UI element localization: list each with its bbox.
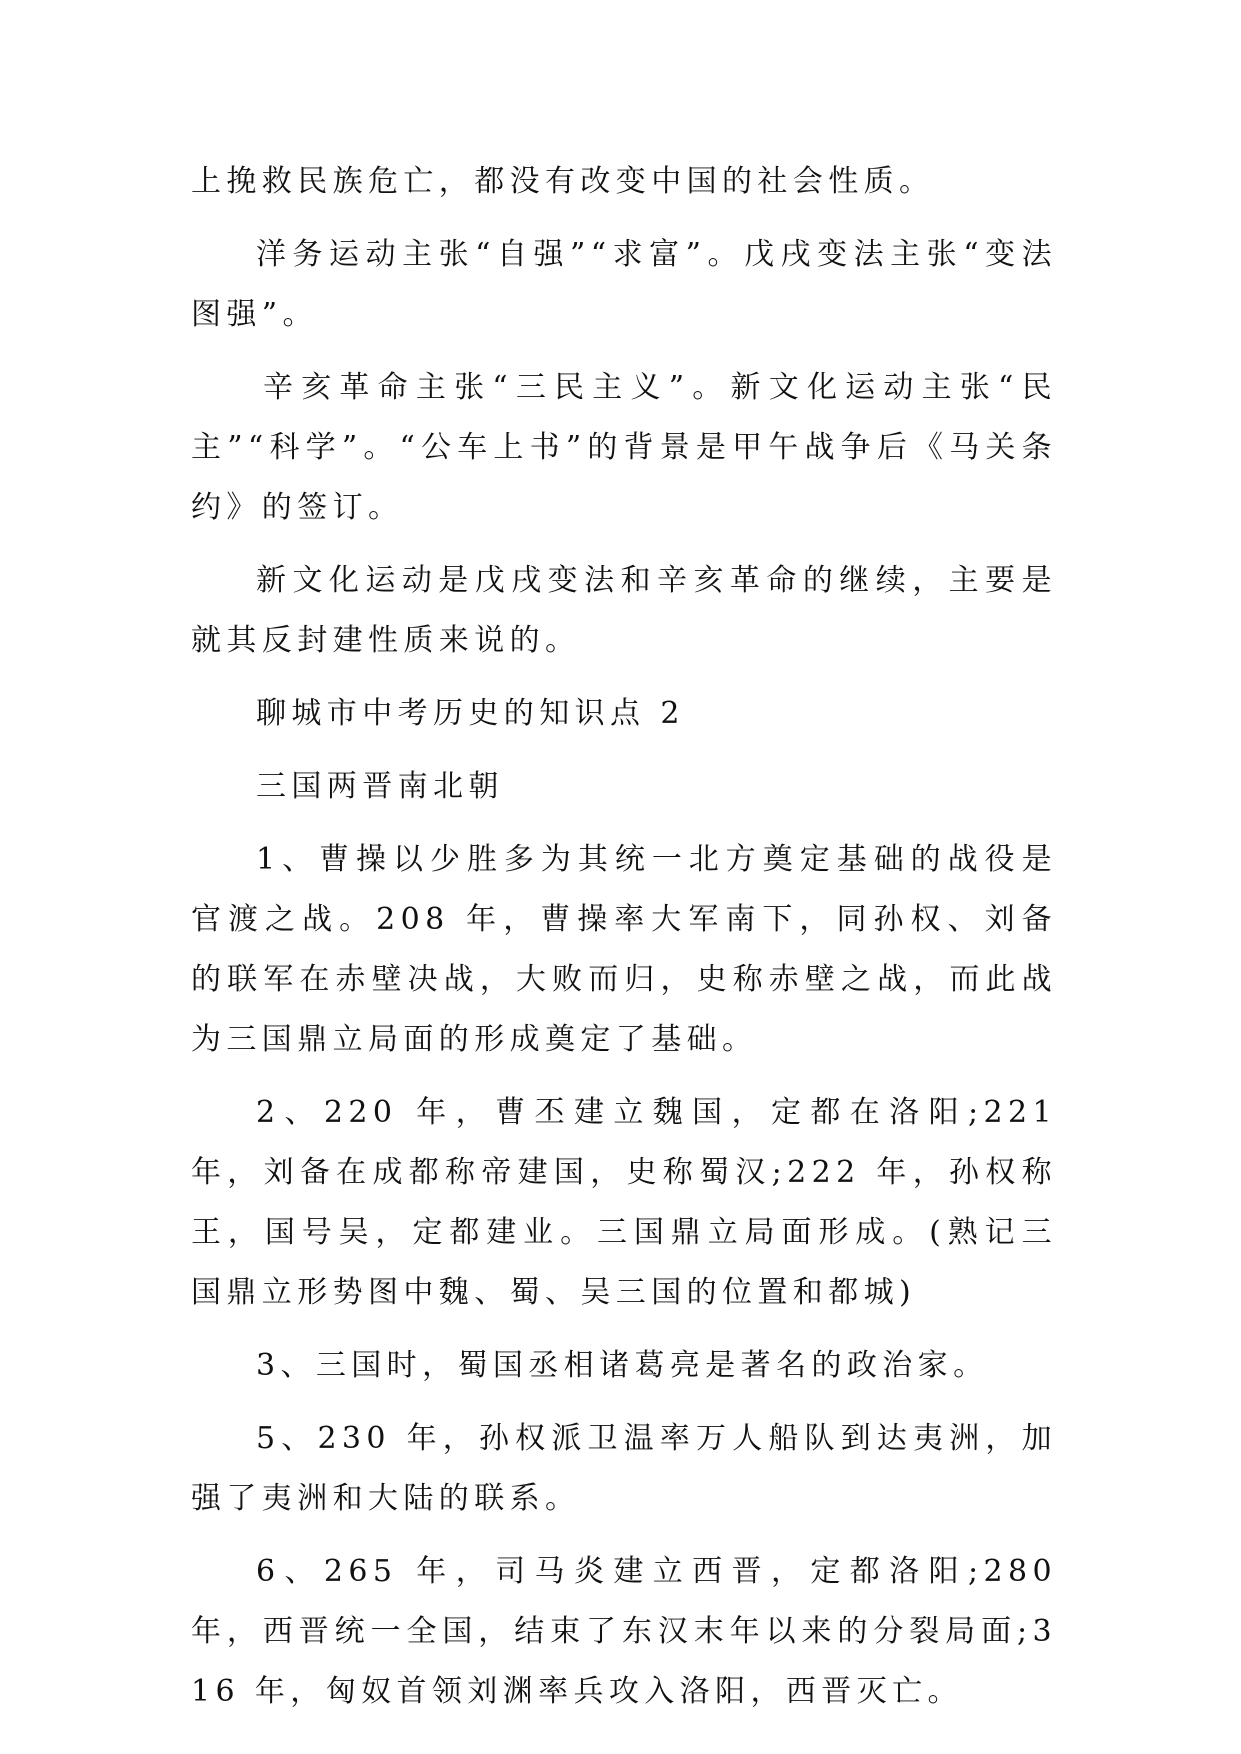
document-page [191,152,1057,1735]
paragraph-self-strengthening: 洋务运动主张“自强”“求富”。戊戌变法主张“变法图强”。 [191,237,1057,332]
paragraph-continuation: 上挽救民族危亡，都没有改变中国的社会性质。 [191,164,935,199]
paragraph-new-culture: 新文化运动是戊戌变法和辛亥革命的继续，主要是就其反封建性质来说的。 [191,563,1057,658]
section-heading: 聊城市中考历史的知识点 2 [256,696,685,731]
list-item: 6、265 年，司马炎建立西晋，定都洛阳;280 年，西晋统一全国，结束了东汉末年以来的分裂局面;316 年，匈奴首领刘渊率兵攻入洛阳，西晋灭亡。 [191,1554,1057,1709]
paragraph-xinhai-revolution: 辛亥革命主张“三民主义”。新文化运动主张“民主”“科学”。“公车上书”的背景是甲午战争后《马关条约》的签订。 [191,370,1057,525]
list-item: 2、220 年，曹丕建立魏国，定都在洛阳;221 年，刘备在成都称帝建国，史称蜀汉;222 年，孙权称王，国号吴，定都建业。三国鼎立局面形成。(熟记三国鼎立形势图中魏、蜀、吴三国的位置和都城) [191,1095,1057,1310]
subsection-heading: 三国两晋南北朝 [256,769,504,804]
list-item: 1、曹操以少胜多为其统一北方奠定基础的战役是官渡之战。208 年，曹操率大军南下，同孙权、刘备的联军在赤壁决战，大败而归，史称赤壁之战，而此战为三国鼎立局面的形成奠定了基础。 [191,842,1057,1057]
list-item: 5、230 年，孙权派卫温率万人船队到达夷洲，加强了夷洲和大陆的联系。 [191,1421,1057,1516]
list-item: 3、三国时，蜀国丞相诸葛亮是著名的政治家。 [256,1348,989,1383]
